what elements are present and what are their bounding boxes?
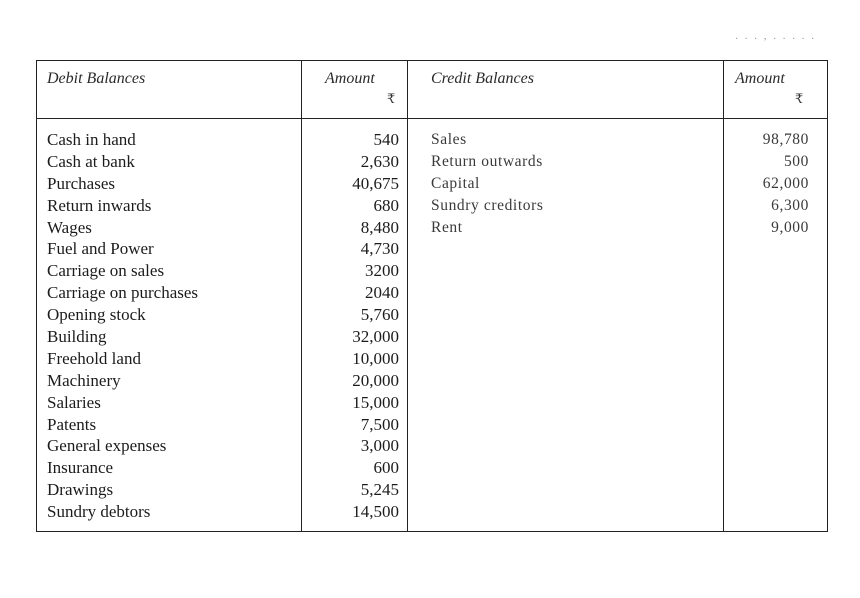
debit-item: Purchases <box>47 173 115 193</box>
credit-currency-symbol: ₹ <box>795 91 804 106</box>
debit-amount-header: Amount <box>325 70 375 87</box>
debit-item: Opening stock <box>47 305 146 325</box>
debit-amount: 10,000 <box>352 348 399 368</box>
debit-item: Building <box>47 327 107 347</box>
credit-items-column <box>431 129 721 238</box>
credit-item: Capital <box>431 174 480 192</box>
debit-amount: 5,245 <box>360 480 399 500</box>
debit-item: Cash in hand <box>47 130 136 149</box>
debit-amount: 15,000 <box>352 392 399 412</box>
credit-item: Sales <box>431 131 467 148</box>
debit-balances-header: Debit Balances <box>47 70 146 87</box>
debit-amount: 600 <box>373 458 399 478</box>
debit-amount: 3,000 <box>360 436 399 456</box>
debit-amount: 8,480 <box>360 217 399 237</box>
credit-amounts-column <box>727 129 809 238</box>
credit-amount: 98,780 <box>762 131 809 148</box>
debit-item: Cash at bank <box>47 151 135 171</box>
debit-item: Freehold land <box>47 348 141 368</box>
debit-amount: 14,500 <box>352 502 399 522</box>
debit-amount: 2040 <box>365 283 399 303</box>
debit-item: Fuel and Power <box>47 239 154 259</box>
debit-item: General expenses <box>47 436 167 456</box>
credit-amount: 9,000 <box>771 218 809 236</box>
debit-amount: 20,000 <box>352 370 399 390</box>
debit-item: Patents <box>47 414 97 434</box>
debit-amount: 5,760 <box>360 305 399 325</box>
debit-amount: 3200 <box>365 261 399 281</box>
debit-amount: 32,000 <box>352 327 399 347</box>
credit-item: Return outwards <box>431 152 543 170</box>
debit-currency-symbol: ₹ <box>387 91 396 106</box>
credit-amount-header: Amount <box>735 70 785 87</box>
debit-amounts-column <box>303 129 399 523</box>
debit-amount: 40,675 <box>352 173 399 193</box>
credit-item: Rent <box>431 218 463 236</box>
debit-item: Salaries <box>47 392 101 412</box>
credit-item: Sundry creditors <box>431 196 544 214</box>
trial-balance-table <box>36 60 828 532</box>
credit-amount: 6,300 <box>771 196 809 214</box>
debit-item: Insurance <box>47 458 114 478</box>
debit-item: Wages <box>47 217 92 237</box>
corner-mark: . . . , . . . . . <box>735 30 816 42</box>
debit-item: Carriage on purchases <box>47 283 199 303</box>
column-divider <box>407 61 408 531</box>
debit-amount: 680 <box>373 195 399 215</box>
column-divider <box>723 61 724 531</box>
debit-amount: 4,730 <box>360 239 399 259</box>
credit-amount: 62,000 <box>762 174 809 192</box>
debit-item: Carriage on sales <box>47 261 165 281</box>
debit-item: Drawings <box>47 480 114 500</box>
debit-item: Machinery <box>47 370 121 390</box>
debit-item: Return inwards <box>47 195 152 215</box>
debit-item: Sundry debtors <box>47 502 151 522</box>
debit-amount: 7,500 <box>360 414 399 434</box>
header-divider <box>37 118 827 119</box>
credit-balances-header: Credit Balances <box>431 70 534 87</box>
credit-amount: 500 <box>783 152 809 170</box>
debit-amount: 2,630 <box>360 151 399 171</box>
debit-amount: 540 <box>373 130 399 149</box>
debit-items-column <box>47 129 302 523</box>
